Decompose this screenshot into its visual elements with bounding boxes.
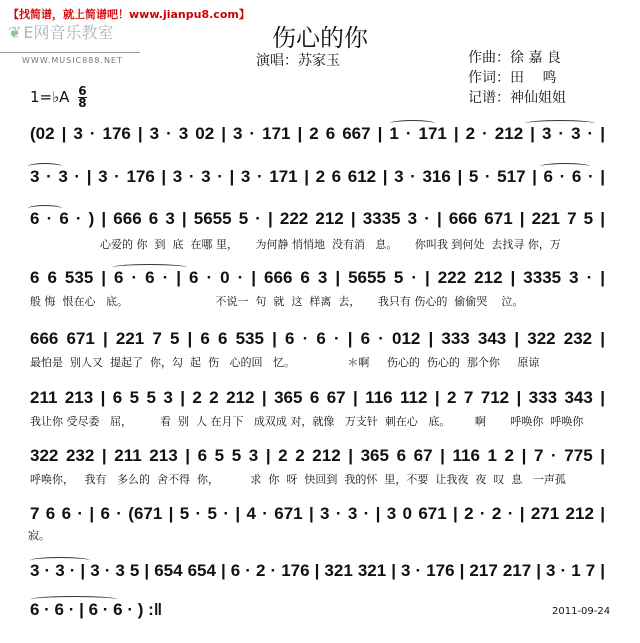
lyrics-row: 心爱的 你 到 底 在哪 里， 为何静 悄悄地 没有消 息。 你叫我 到何处 去找寻 你，万 (100, 238, 561, 251)
slur (540, 163, 590, 170)
notation-row: 3 · 3 · | 3 · 176 | 3 · 3 · | 3 · 171 | 2 6 612 | 3 · 316 | 5 · 517 | 6 · 6 · | (30, 167, 605, 186)
slur (30, 596, 118, 603)
notation-row: 7 6 6 · | 6 · (671 | 5 · 5 · | 4 · 671 | 3 · 3 · | 3 0 671 | 2 · 2 · | 271 212 | (30, 504, 605, 523)
notation-row: 3 · 3 · | 3 · 3 5 | 654 654 | 6 · 2 · 176 | 321 321 | 3 · 176 | 217 217 | 3 · 1 7 | (30, 561, 605, 580)
slur (30, 557, 90, 564)
lyricist: 作词：田 鸣 (468, 70, 557, 86)
slur (390, 120, 435, 127)
slur (112, 264, 187, 271)
transcriber: 记谱：神仙姐姐 (468, 90, 566, 106)
singer: 演唱：苏家玉 (256, 53, 340, 69)
lyrics-row: 我让你 受尽委 屈， 看 别 人 在月下 成双成 对，就像 万支针 刺在心 底。 啊 呼唤你 呼唤你 (30, 415, 584, 428)
lyrics-row: 呼唤你， 我有 多么的 舍不得 你， 求 你 呀 快回到 我的怀 里，不要 让我夜 夜 叹 息 一声孤 (30, 473, 566, 486)
notation-row: 6 · 6 · | 6 · 6 · ) :‖ (30, 600, 163, 619)
date-stamp: 2011-09-24 (552, 606, 611, 617)
slur (28, 163, 62, 170)
lyrics-row: 寂。 (28, 529, 50, 542)
credits (468, 48, 566, 108)
notation-row: 6 6 535 | 6 · 6 · | 6 · 0 · | 666 6 3 | 5655 5 · | 222 212 | 3335 3 · | (30, 268, 605, 287)
lyrics-row: 般 悔 恨在心 底。 不说一 句 就 这 样离 去， 我只有 伤心的 偷偷哭 泣。 (30, 295, 524, 308)
notation-row: 211 213 | 6 5 5 3 | 2 2 212 | 365 6 67 | 116 112 | 2 7 712 | 333 343 | (30, 388, 605, 407)
key-signature (30, 86, 87, 109)
time-denominator: 8 (78, 96, 87, 110)
notation-row: 322 232 | 211 213 | 6 5 5 3 | 2 2 212 | 365 6 67 | 116 1 2 | 7 · 775 | (30, 446, 605, 465)
composer: 作曲：徐 嘉 良 (468, 50, 561, 66)
watermark-ad: 【找简谱，就上简谱吧！www.jianpu8.com】 (8, 8, 250, 21)
notation-row: (02 | 3 · 176 | 3 · 3 02 | 3 · 171 | 2 6 667 | 1 · 171 | 2 · 212 | 3 · 3 · | (30, 124, 605, 143)
time-signature (78, 86, 86, 109)
notation-row: 6 · 6 · ) | 666 6 3 | 5655 5 · | 222 212 | 3335 3 · | 666 671 | 221 7 5 | (30, 209, 605, 228)
notation-row: 666 671 | 221 7 5 | 6 6 535 | 6 · 6 · | 6 · 012 | 333 343 | 322 232 | (30, 329, 605, 348)
logo-url: WWW.MUSIC888.NET (22, 56, 123, 65)
leaf-icon: ❦ (8, 23, 22, 42)
time-numerator: 6 (78, 84, 87, 98)
lyrics-row: 最怕是 别人又 提起了 你，勾 起 伤 心的回 忆。 ＊啊 伤心的 伤心的 那个你 原谅 (30, 356, 540, 369)
slur (28, 205, 62, 212)
key-label: 1=♭A (30, 88, 70, 106)
logo-text: E网音乐教室 (23, 23, 114, 42)
song-title: 伤心的你 (272, 24, 368, 52)
slur (525, 120, 595, 127)
